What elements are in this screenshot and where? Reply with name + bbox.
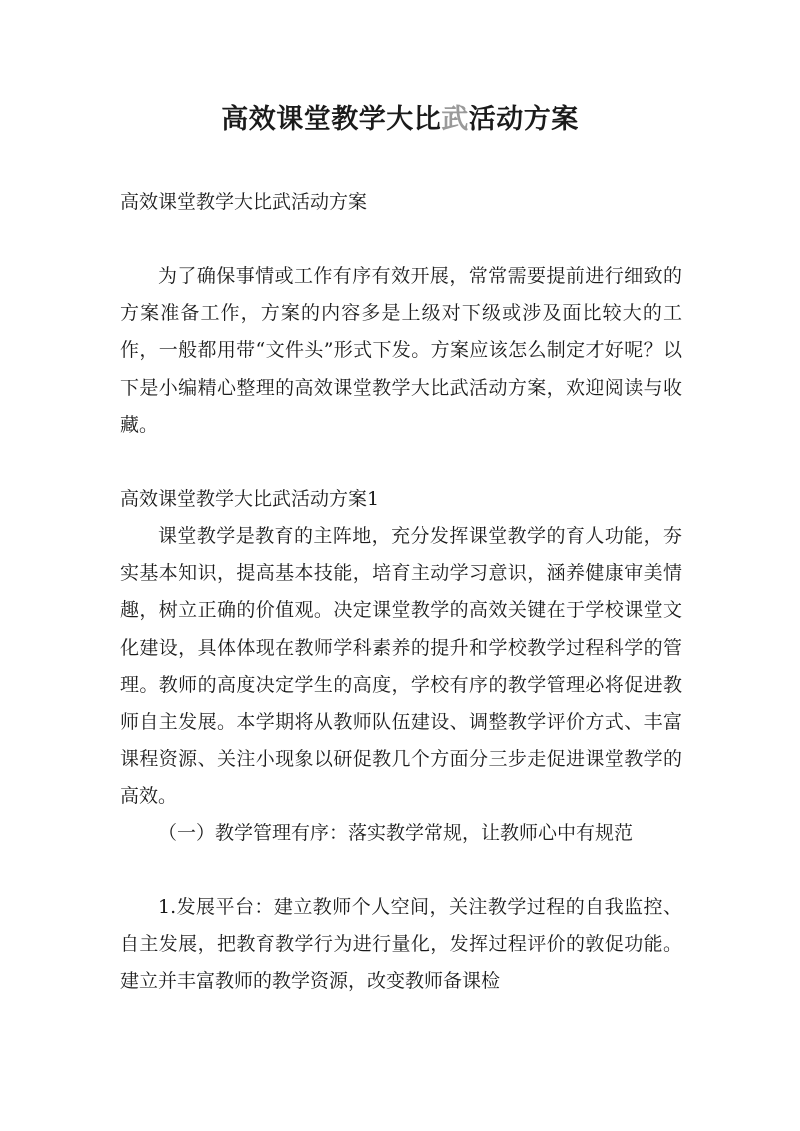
title-text-end: 活动方案 xyxy=(468,104,579,135)
document-title xyxy=(0,97,800,136)
section-paragraph: 课堂教学是教育的主阵地，充分发挥课堂教学的育人功能，夯实基本知识，提高基本技能，培育主动学习意识，涵养健康审美情趣，树立正确的价值观。决定课堂教学的高效关键在于学校课堂文化建设，具体体现在教师学科素养的提升和学校教学过程科学的管理。教师的高度决定学生的高度，学校有序的教学管理必将促进教师自主发展。本学期将从教师队伍建设、调整教学评价方式、丰富课程资源、关注小现象以研促教几个方面分三步走促进课堂教学的高效。 xyxy=(120,525,682,808)
title-faded-character: 武 xyxy=(441,104,469,135)
intro-paragraph: 为了确保事情或工作有序有效开展，常常需要提前进行细致的方案准备工作，方案的内容多是上级对下级或涉及面比较大的工作，一般都用带“文件头”形式下发。方案应该怎么制定才好呢？以下是小编精心整理的高效课堂教学大比武活动方案，欢迎阅读与收藏。 xyxy=(120,265,682,436)
title-text-start: 高效课堂教学大比 xyxy=(221,104,442,135)
sub-heading: （一）教学管理有序：落实教学常规，让教师心中有规范 xyxy=(158,822,634,844)
list-item-1: 1.发展平台：建立教师个人空间，关注教学过程的自我监控、自主发展，把教育教学行为进行量化，发挥过程评价的敦促功能。建立并丰富教师的教学资源，改变教师备课检 xyxy=(120,896,682,993)
section-heading: 高效课堂教学大比武活动方案1 xyxy=(120,488,380,510)
document-subtitle: 高效课堂教学大比武活动方案 xyxy=(120,191,368,213)
